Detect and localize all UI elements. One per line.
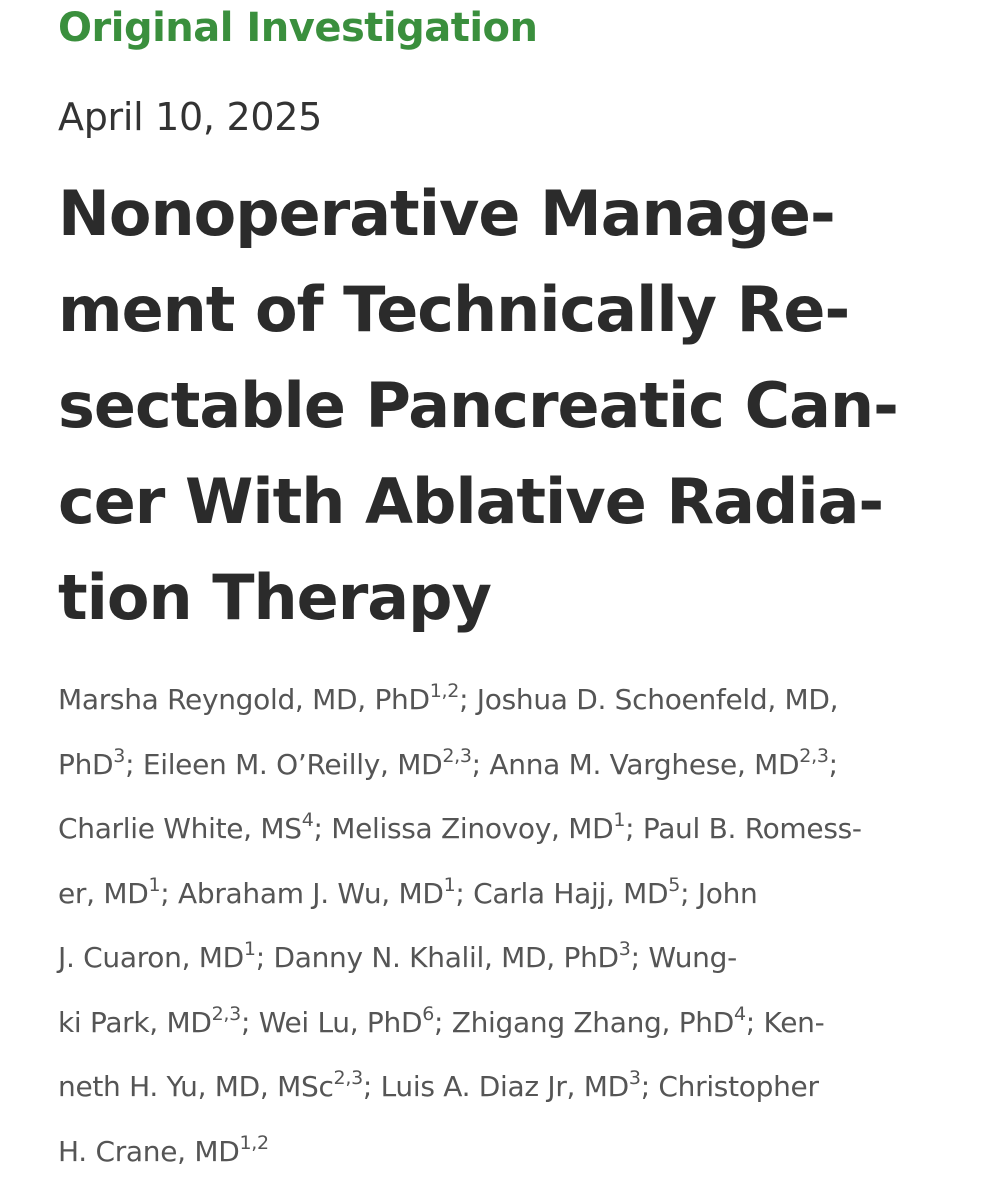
author-line [58,733,862,798]
affiliation-superscript: 2,3 [799,744,829,767]
affiliation-superscript: 6 [422,1002,434,1025]
author-line [58,862,862,927]
affiliation-superscript: 2,3 [333,1067,363,1089]
author-text: Charlie White, MS [58,812,302,845]
section-label: Original Investigation [58,5,538,51]
title-line: sectable Pancreatic Can- [58,369,898,442]
title-line: ment of Technically Re- [58,273,850,346]
author-line [58,1055,862,1120]
affiliation-superscript: 1,2 [239,1131,269,1154]
affiliation-superscript: 2,3 [442,744,472,767]
affiliation-superscript: 3 [628,1067,641,1089]
affiliation-superscript: 5 [668,873,681,896]
author-text: ; [828,747,838,781]
author-line [58,926,862,991]
affiliation-superscript: 1 [148,873,161,896]
author-text: ; Luis A. Diaz Jr, MD [362,1070,629,1103]
author-text: ; Anna M. Varghese, MD [471,747,800,781]
author-text: ; Eileen M. O’Reilly, MD [125,747,443,781]
affiliation-superscript: 3 [618,938,631,960]
author-text: ; Danny N. Khalil, MD, PhD [255,941,619,974]
author-text: Marsha Reyngold, MD, PhD [58,683,430,716]
author-text: ; Paul B. Romess- [625,812,862,845]
author-text: J. Cuaron, MD [58,941,244,974]
author-text: er, MD [58,876,149,910]
affiliation-superscript: 2,3 [211,1002,241,1025]
title-line: tion Therapy [58,561,491,634]
author-text: ki Park, MD [58,1005,212,1039]
author-line [58,797,862,862]
affiliation-superscript: 1 [613,809,626,831]
author-text: ; Ken- [745,1005,825,1039]
author-text: ; Christopher [640,1070,819,1103]
article-title [58,166,898,646]
title-line: Nonoperative Manage- [58,177,835,250]
author-text: neth H. Yu, MD, MSc [58,1070,334,1103]
author-text: ; Carla Hajj, MD [455,876,669,910]
author-line [58,991,862,1056]
author-text: ; Wung- [630,941,737,974]
affiliation-superscript: 4 [301,809,314,831]
title-line: cer With Ablative Radia- [58,465,884,538]
affiliation-superscript: 1,2 [429,680,460,702]
author-text: ; Zhigang Zhang, PhD [434,1005,734,1039]
affiliation-superscript: 3 [113,744,126,767]
author-text: ; Wei Lu, PhD [240,1005,423,1039]
author-text: ; John [680,876,758,910]
author-text: ; Melissa Zinovoy, MD [313,812,614,845]
affiliation-superscript: 1 [443,873,456,896]
affiliation-superscript: 1 [243,938,256,960]
author-text: H. Crane, MD [58,1134,240,1168]
publication-date: April 10, 2025 [58,95,322,139]
affiliation-superscript: 4 [734,1002,746,1025]
author-line [58,668,862,733]
author-text: PhD [58,747,114,781]
author-text: ; Abraham J. Wu, MD [160,876,444,910]
author-line [58,1120,862,1185]
author-text: ; Joshua D. Schoenfeld, MD, [459,683,839,716]
author-list [58,668,862,1184]
